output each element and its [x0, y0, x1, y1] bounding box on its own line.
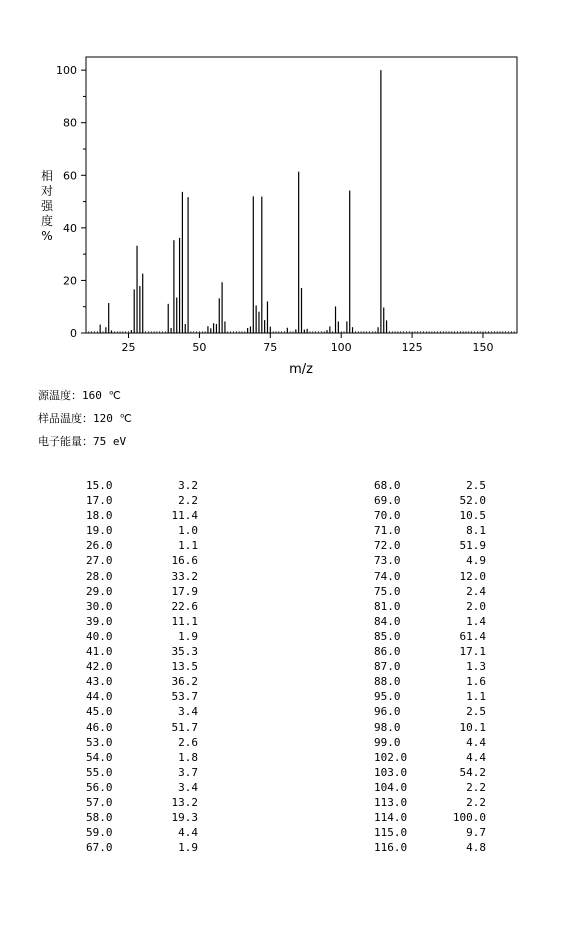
peak-row [374, 689, 486, 704]
y-axis-label-char: 相 [40, 169, 54, 183]
peak-mz: 55.0 [86, 765, 113, 779]
peak-row [86, 840, 198, 855]
y-axis-label [41, 168, 54, 243]
y-axis-label-char: % [41, 229, 53, 243]
peak-row [86, 795, 198, 810]
peak-mz: 27.0 [86, 554, 113, 568]
peak-abundance: 11.4 [171, 509, 198, 523]
peak-mz: 88.0 [374, 675, 401, 689]
peak-mz: 104.0 [374, 780, 408, 794]
peak-mz: 85.0 [374, 629, 401, 643]
peak-mz: 113.0 [374, 795, 408, 809]
peak-abundance: 2.5 [466, 479, 486, 492]
peak-row [86, 659, 198, 674]
peak-abundance: 19.3 [171, 811, 198, 825]
peak-row [86, 569, 198, 584]
peak-abundance: 4.8 [466, 841, 486, 855]
peak-row [374, 735, 486, 750]
peak-row [374, 780, 486, 795]
peak-row [374, 478, 486, 493]
peak-abundance: 4.4 [178, 826, 198, 840]
peak-row [86, 629, 198, 644]
x-tick-label: 25 [121, 341, 136, 354]
peak-mz: 67.0 [86, 841, 113, 855]
peak-abundance: 2.4 [466, 584, 486, 598]
peak-abundance: 3.4 [178, 780, 198, 794]
peak-mz: 30.0 [86, 599, 113, 613]
peak-abundance: 8.1 [466, 524, 486, 538]
peak-abundance: 51.7 [171, 720, 198, 734]
peak-abundance: 2.2 [466, 780, 486, 794]
peak-abundance: 1.6 [466, 675, 486, 689]
peak-row [86, 553, 198, 568]
condition-value: 75 eV [93, 435, 127, 448]
peak-row [86, 810, 198, 825]
x-tick-label: 75 [263, 341, 278, 354]
peak-mz: 116.0 [374, 841, 408, 855]
y-tick-label: 20 [63, 274, 77, 288]
electron-energy [38, 435, 126, 449]
peak-mz: 70.0 [374, 509, 401, 523]
peak-row [374, 553, 486, 568]
peak-row [374, 523, 486, 538]
condition-label: 样品温度： [38, 412, 93, 425]
peak-mz: 87.0 [374, 660, 401, 674]
peak-row [86, 599, 198, 614]
peak-table-right [374, 478, 486, 855]
peak-abundance: 4.4 [466, 735, 486, 749]
peak-row [86, 478, 198, 493]
peak-abundance: 13.2 [171, 795, 198, 809]
peak-row [374, 795, 486, 810]
peak-abundance: 53.7 [171, 690, 198, 704]
x-tick-label: 150 [472, 341, 494, 354]
y-tick-label: 100 [56, 64, 77, 78]
peak-mz: 15.0 [86, 479, 113, 492]
peak-mz: 44.0 [86, 690, 113, 704]
peak-abundance: 51.9 [459, 539, 486, 553]
peak-mz: 26.0 [86, 539, 113, 553]
peak-row [86, 538, 198, 553]
peak-mz: 53.0 [86, 735, 113, 749]
peak-mz: 98.0 [374, 720, 401, 734]
peak-mz: 41.0 [86, 645, 113, 659]
peak-row [374, 538, 486, 553]
peak-row [86, 614, 198, 629]
peak-row [86, 720, 198, 735]
peak-mz: 75.0 [374, 584, 401, 598]
peak-row [86, 584, 198, 599]
peak-mz: 28.0 [86, 569, 113, 583]
peak-row [374, 750, 486, 765]
peak-row [86, 674, 198, 689]
peak-abundance: 52.0 [459, 494, 486, 508]
peak-mz: 42.0 [86, 660, 113, 674]
sample-temperature [38, 412, 132, 426]
peak-abundance: 9.7 [466, 826, 486, 840]
peak-row [374, 644, 486, 659]
peak-row [86, 825, 198, 840]
x-tick-label: 125 [401, 341, 423, 354]
peak-mz: 59.0 [86, 826, 113, 840]
peak-mz: 58.0 [86, 811, 113, 825]
peak-abundance: 11.1 [171, 614, 198, 628]
y-axis [56, 64, 86, 340]
peak-abundance: 3.2 [178, 479, 198, 492]
peak-row [374, 569, 486, 584]
y-tick-label: 40 [63, 221, 77, 235]
peak-abundance: 54.2 [459, 765, 486, 779]
peak-mz: 68.0 [374, 479, 401, 492]
peak-abundance: 36.2 [171, 675, 198, 689]
peak-mz: 45.0 [86, 705, 113, 719]
peak-row [86, 523, 198, 538]
peak-abundance: 22.6 [171, 599, 198, 613]
peak-row [86, 780, 198, 795]
condition-label: 电子能量： [38, 435, 93, 448]
peak-abundance: 61.4 [459, 629, 486, 643]
peak-abundance: 1.3 [466, 660, 486, 674]
peak-row [86, 750, 198, 765]
peak-abundance: 2.5 [466, 705, 486, 719]
peak-row [374, 825, 486, 840]
spectrum-bars [100, 70, 386, 333]
peak-row [374, 508, 486, 523]
peak-row [374, 765, 486, 780]
peak-row [86, 689, 198, 704]
peak-mz: 56.0 [86, 780, 113, 794]
peak-abundance: 13.5 [171, 660, 198, 674]
peak-abundance: 16.6 [171, 554, 198, 568]
y-tick-label: 80 [63, 116, 77, 130]
peak-mz: 103.0 [374, 765, 408, 779]
peak-abundance: 2.2 [466, 795, 486, 809]
peak-abundance: 10.5 [459, 509, 486, 523]
peak-mz: 29.0 [86, 584, 113, 598]
peak-row [374, 659, 486, 674]
peak-abundance: 1.4 [466, 614, 486, 628]
peak-mz: 99.0 [374, 735, 401, 749]
peak-row [86, 644, 198, 659]
condition-value: 120 ℃ [93, 412, 132, 425]
y-axis-label-char: 对 [40, 184, 54, 198]
peak-abundance: 1.1 [178, 539, 198, 553]
peak-row [374, 720, 486, 735]
peak-abundance: 33.2 [171, 569, 198, 583]
peak-abundance: 2.2 [178, 494, 198, 508]
peak-table-left [86, 478, 198, 855]
peak-abundance: 1.8 [178, 750, 198, 764]
y-axis-label-char: 强 [40, 199, 54, 213]
y-tick-label: 60 [63, 169, 77, 183]
x-axis [122, 333, 494, 354]
peak-abundance: 2.0 [466, 599, 486, 613]
peak-abundance: 10.1 [459, 720, 486, 734]
peak-mz: 46.0 [86, 720, 113, 734]
peak-row [374, 629, 486, 644]
source-temperature [38, 389, 121, 403]
peak-abundance: 1.9 [178, 629, 198, 643]
peak-mz: 102.0 [374, 750, 408, 764]
peak-row [86, 704, 198, 719]
peak-abundance: 3.7 [178, 765, 198, 779]
x-tick-label: 50 [192, 341, 207, 354]
peak-mz: 43.0 [86, 675, 113, 689]
peak-row [374, 614, 486, 629]
peak-mz: 74.0 [374, 569, 401, 583]
peak-row [374, 840, 486, 855]
peak-row [374, 704, 486, 719]
peak-mz: 72.0 [374, 539, 401, 553]
peak-mz: 81.0 [374, 599, 401, 613]
peak-mz: 73.0 [374, 554, 401, 568]
peak-mz: 84.0 [374, 614, 401, 628]
peak-abundance: 4.9 [466, 554, 486, 568]
mass-spectrum-chart [0, 0, 570, 380]
peak-mz: 17.0 [86, 494, 113, 508]
peak-mz: 115.0 [374, 826, 408, 840]
peak-mz: 69.0 [374, 494, 401, 508]
peak-abundance: 3.4 [178, 705, 198, 719]
peak-row [374, 810, 486, 825]
peak-abundance: 1.9 [178, 841, 198, 855]
x-tick-label: 100 [330, 341, 352, 354]
peak-abundance: 2.6 [178, 735, 198, 749]
peak-abundance: 1.1 [466, 690, 486, 704]
peak-abundance: 4.4 [466, 750, 486, 764]
peak-mz: 39.0 [86, 614, 113, 628]
peak-abundance: 17.1 [459, 645, 486, 659]
peak-mz: 57.0 [86, 795, 113, 809]
peak-abundance: 1.0 [178, 524, 198, 538]
y-tick-label: 0 [70, 327, 77, 340]
peak-row [86, 508, 198, 523]
peak-row [374, 584, 486, 599]
peak-mz: 114.0 [374, 811, 408, 825]
peak-abundance: 100.0 [452, 811, 486, 825]
peak-mz: 71.0 [374, 524, 401, 538]
peak-mz: 86.0 [374, 645, 401, 659]
peak-mz: 96.0 [374, 705, 401, 719]
peak-abundance: 35.3 [171, 645, 198, 659]
peak-mz: 19.0 [86, 524, 113, 538]
peak-row [86, 493, 198, 508]
peak-row [86, 735, 198, 750]
peak-mz: 40.0 [86, 629, 113, 643]
peak-row [374, 493, 486, 508]
y-axis-label-char: 度 [40, 214, 54, 228]
peak-row [86, 765, 198, 780]
peak-mz: 54.0 [86, 750, 113, 764]
peak-mz: 95.0 [374, 690, 401, 704]
peak-row [374, 674, 486, 689]
peak-mz: 18.0 [86, 509, 113, 523]
condition-label: 源温度： [38, 389, 82, 402]
peak-abundance: 12.0 [459, 569, 486, 583]
x-axis-label: m/z [289, 362, 313, 377]
condition-value: 160 ℃ [82, 389, 121, 402]
peak-abundance: 17.9 [171, 584, 198, 598]
peak-row [374, 599, 486, 614]
